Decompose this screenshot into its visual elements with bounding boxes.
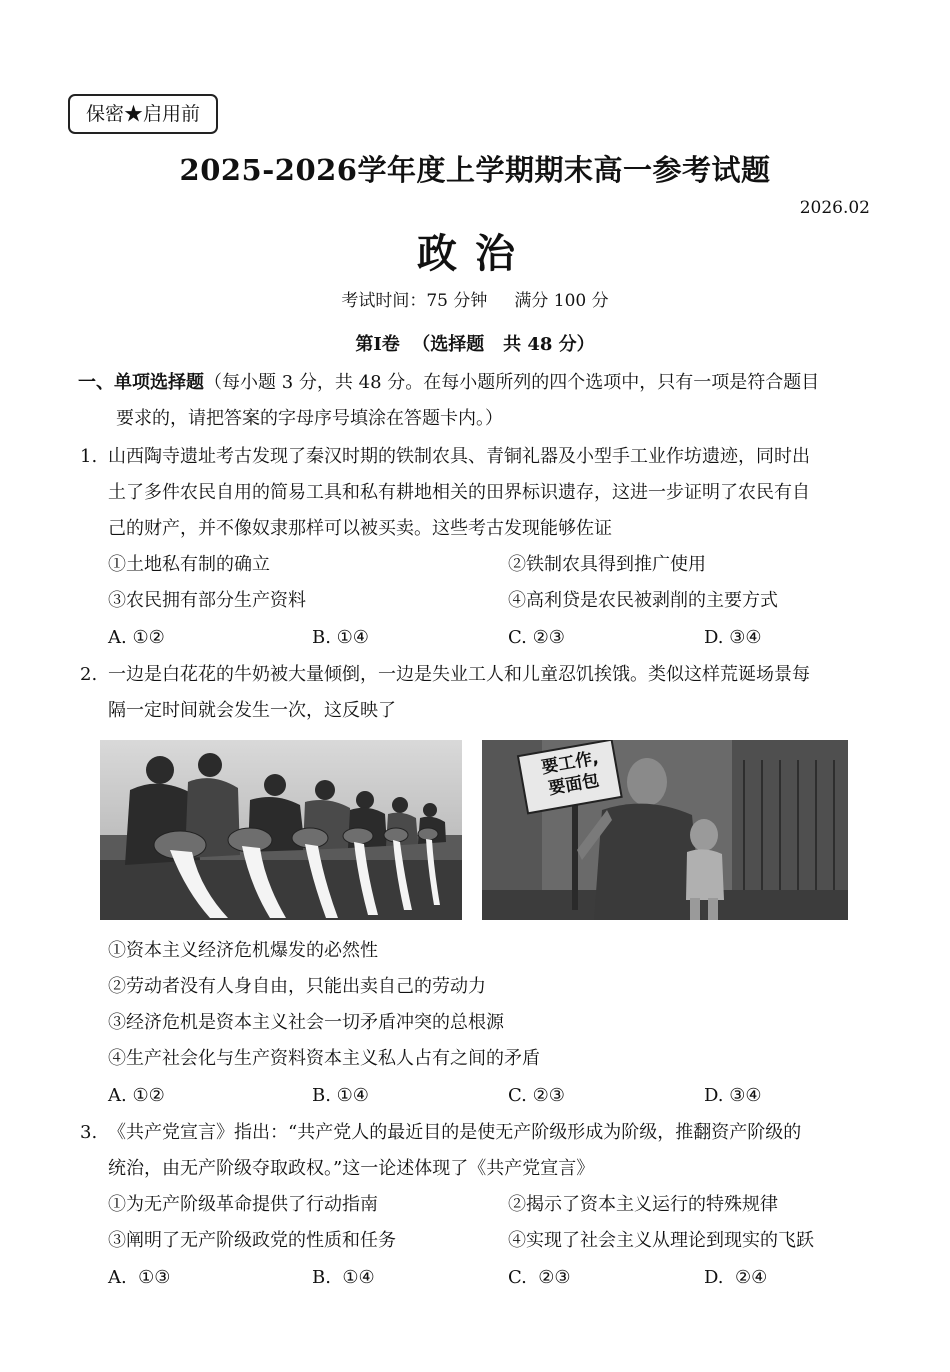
protest-sign-line2: 要面包 — [547, 770, 601, 800]
q1-statement-1: ①土地私有制的确立 — [108, 554, 270, 575]
q1-option-b: B. ①④ — [312, 627, 369, 648]
section-heading: 一、单项选择题 — [78, 372, 204, 393]
exam-title: 2025-2026学年度上学期期末高一参考试题 — [179, 153, 771, 187]
q3-statement-4: ④实现了社会主义从理论到现实的飞跃 — [508, 1230, 814, 1251]
milk-dumping-photo — [100, 740, 462, 920]
q3-option-a: A. ①③ — [108, 1267, 171, 1288]
q3-number: 3. — [80, 1122, 98, 1143]
q3-statement-1: ①为无产阶级革命提供了行动指南 — [108, 1194, 378, 1215]
q3-stem-line: 统治，由无产阶级夺取政权。”这一论述体现了《共产党宣言》 — [108, 1158, 595, 1179]
q2-statement-4: ④生产社会化与生产资料资本主义私人占有之间的矛盾 — [108, 1048, 540, 1069]
q2-option-a: A. ①② — [108, 1085, 165, 1106]
q3-stem-line: 《共产党宣言》指出：“共产党人的最近目的是使无产阶级形成为阶级，推翻资产阶级的 — [108, 1122, 802, 1143]
exam-info: 考试时间：75 分钟 满分 100 分 — [341, 291, 609, 311]
q1-number: 1. — [80, 446, 98, 467]
q2-stem-line: 一边是白花花的牛奶被大量倾倒，一边是失业工人和儿童忍饥挨饿。类似这样荒诞场景每 — [108, 664, 810, 685]
q1-stem-line: 山西陶寺遗址考古发现了秦汉时期的铁制农具、青铜礼器及小型手工业作坊遗迹，同时出 — [108, 446, 810, 467]
confidential-label: 保密★启用前 — [68, 94, 218, 134]
q3-option-d: D. ②④ — [704, 1267, 768, 1288]
q1-statement-3: ③农民拥有部分生产资料 — [108, 590, 306, 611]
q2-number: 2. — [80, 664, 98, 685]
unemployed-worker-photo — [482, 740, 848, 920]
q2-option-d: D. ③④ — [704, 1085, 762, 1106]
q3-statement-3: ③阐明了无产阶级政党的性质和任务 — [108, 1230, 396, 1251]
volume-heading: 第Ⅰ卷 （选择题 共 48 分） — [355, 334, 595, 355]
q2-statement-2: ②劳动者没有人身自由，只能出卖自己的劳动力 — [108, 976, 486, 997]
q2-option-c: C. ②③ — [508, 1085, 565, 1106]
q1-statement-4: ④高利贷是农民被剥削的主要方式 — [508, 590, 778, 611]
subject-title: 政治 — [417, 230, 533, 277]
section-instruction-line1: （每小题 3 分，共 48 分。在每小题所列的四个选项中，只有一项是符合题目 — [204, 372, 820, 393]
q1-option-a: A. ①② — [108, 627, 165, 648]
q2-statement-3: ③经济危机是资本主义社会一切矛盾冲突的总根源 — [108, 1012, 504, 1033]
protest-sign-line1: 要工作, — [540, 748, 601, 779]
section-instruction-line2: 要求的，请把答案的字母序号填涂在答题卡内。） — [116, 408, 503, 429]
q1-stem-line: 土了多件农民自用的简易工具和私有耕地相关的田界标识遗存，这进一步证明了农民有自 — [108, 482, 810, 503]
exam-date: 2026.02 — [799, 198, 870, 218]
q3-option-c: C. ②③ — [508, 1267, 571, 1288]
q2-stem-line: 隔一定时间就会发生一次，这反映了 — [108, 700, 396, 721]
q2-option-b: B. ①④ — [312, 1085, 369, 1106]
q2-statement-1: ①资本主义经济危机爆发的必然性 — [108, 940, 378, 961]
q1-option-d: D. ③④ — [704, 627, 762, 648]
section-instruction — [78, 372, 819, 394]
q3-option-b: B. ①④ — [312, 1267, 375, 1288]
q3-statement-2: ②揭示了资本主义运行的特殊规律 — [508, 1194, 778, 1215]
q1-statement-2: ②铁制农具得到推广使用 — [508, 554, 706, 575]
q1-option-c: C. ②③ — [508, 627, 565, 648]
q1-stem-line: 己的财产，并不像奴隶那样可以被买卖。这些考古发现能够佐证 — [108, 518, 612, 539]
